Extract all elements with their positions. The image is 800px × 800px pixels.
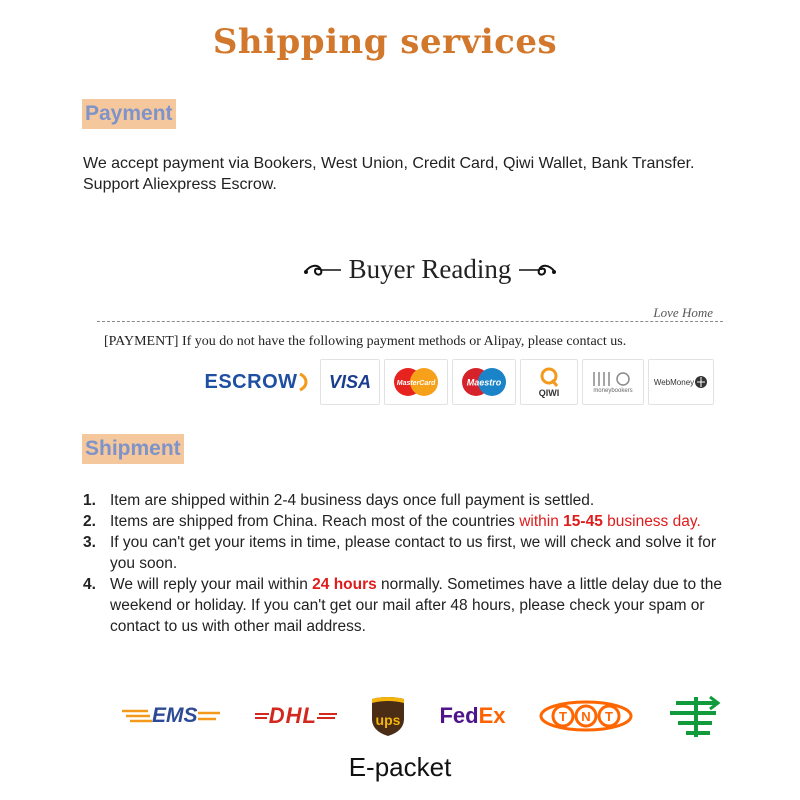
- buyer-reading-heading: [0, 254, 800, 285]
- list-number: 2.: [83, 513, 96, 530]
- mastercard-circles-icon: [389, 366, 443, 398]
- payment-note: [104, 334, 626, 350]
- qiwi-icon: [538, 366, 560, 388]
- list-text: We will reply your mail within: [110, 576, 313, 593]
- love-home-label: Love Home: [653, 305, 713, 320]
- ems-logo-text: EMS: [152, 704, 198, 727]
- list-item: [83, 532, 723, 574]
- shipment-section-tag: Shipment: [82, 434, 184, 464]
- fedex-fe-text: Fed: [439, 703, 479, 728]
- list-number: 1.: [83, 492, 96, 509]
- china-post-logo: [666, 693, 722, 739]
- escrow-logo-text: ESCROW: [204, 370, 298, 393]
- visa-logo: [320, 359, 380, 405]
- ems-logo: [122, 704, 222, 728]
- payment-section-tag: Payment: [82, 99, 176, 129]
- shipment-list: [83, 490, 723, 637]
- page-title: Shipping services: [212, 22, 558, 62]
- left-flourish-icon: [303, 260, 343, 280]
- svg-text:MasterCard: MasterCard: [396, 380, 436, 387]
- maestro-logo: [452, 359, 516, 405]
- webmoney-logo-text: WebMoney: [653, 377, 695, 387]
- payment-logos: [198, 358, 714, 406]
- list-text: normally. Sometimes have a little delay due to the weekend or holiday. If you can't get our mail after 48 hours, please check your spam or contact to us with other mail address.: [110, 576, 722, 635]
- qiwi-logo: [520, 359, 578, 405]
- moneybookers-logo: [582, 359, 644, 405]
- highlight-text: business day.: [602, 513, 701, 530]
- list-number: 3.: [83, 534, 96, 551]
- svg-text:N: N: [581, 709, 591, 724]
- list-item: [83, 574, 723, 637]
- tnt-circles-icon: [539, 700, 633, 732]
- fedex-ex-text: Ex: [478, 703, 506, 728]
- svg-text:T: T: [604, 709, 613, 724]
- list-item: [83, 490, 723, 511]
- carrier-logos: [122, 690, 722, 742]
- svg-text:T: T: [558, 709, 567, 724]
- payment-note-tag: [PAYMENT]: [104, 334, 179, 349]
- epacket-label: E-packet: [348, 752, 452, 782]
- list-text: If you can't get your items in time, please contact to us first, we will check and solve it for you soon.: [110, 534, 716, 572]
- highlight-hours: 24 hours: [312, 576, 377, 593]
- list-text: Items are shipped from China. Reach most of the countries: [110, 513, 520, 530]
- webmoney-globe-icon: [694, 375, 708, 389]
- svg-text:Maestro: Maestro: [466, 377, 502, 388]
- dhl-stripe-right-icon: [317, 710, 337, 722]
- buyer-reading-label: Buyer Reading: [348, 254, 512, 284]
- payment-note-text: If you do not have the following payment methods or Alipay, please contact us.: [178, 334, 627, 349]
- ems-stripes-icon: [198, 708, 222, 724]
- ups-logo: [370, 695, 406, 737]
- list-text: Item are shipped within 2-4 business days once full payment is settled.: [110, 492, 595, 509]
- dhl-stripe-left-icon: [255, 710, 269, 722]
- list-item: [83, 511, 723, 532]
- list-number: 4.: [83, 576, 96, 593]
- dhl-logo: [255, 703, 337, 729]
- tnt-logo: [539, 700, 633, 732]
- ups-shield-icon: [370, 695, 406, 737]
- escrow-logo: [198, 359, 316, 405]
- china-post-icon: [666, 693, 722, 739]
- escrow-arrow-icon: [298, 372, 310, 392]
- fedex-logo: [439, 703, 505, 729]
- dhl-logo-text: DHL: [268, 703, 317, 728]
- webmoney-logo: [648, 359, 714, 405]
- highlight-text: within: [519, 513, 564, 530]
- qiwi-logo-text: QIWI: [538, 388, 560, 398]
- highlight-days: 15-45: [563, 513, 603, 530]
- payment-description: We accept payment via Bookers, West Union, Credit Card, Qiwi Wallet, Bank Transfer. Support Aliexpress Escrow.: [83, 155, 695, 193]
- ems-wing-icon: [122, 708, 152, 724]
- right-flourish-icon: [517, 260, 557, 280]
- moneybookers-logo-text: moneybookers: [593, 388, 633, 394]
- mastercard-logo: [384, 359, 448, 405]
- svg-text:ups: ups: [375, 712, 401, 728]
- visa-logo-text: VISA: [328, 371, 371, 392]
- moneybookers-icon: [590, 370, 636, 388]
- maestro-circles-icon: [457, 366, 511, 398]
- dashed-divider: [97, 321, 723, 322]
